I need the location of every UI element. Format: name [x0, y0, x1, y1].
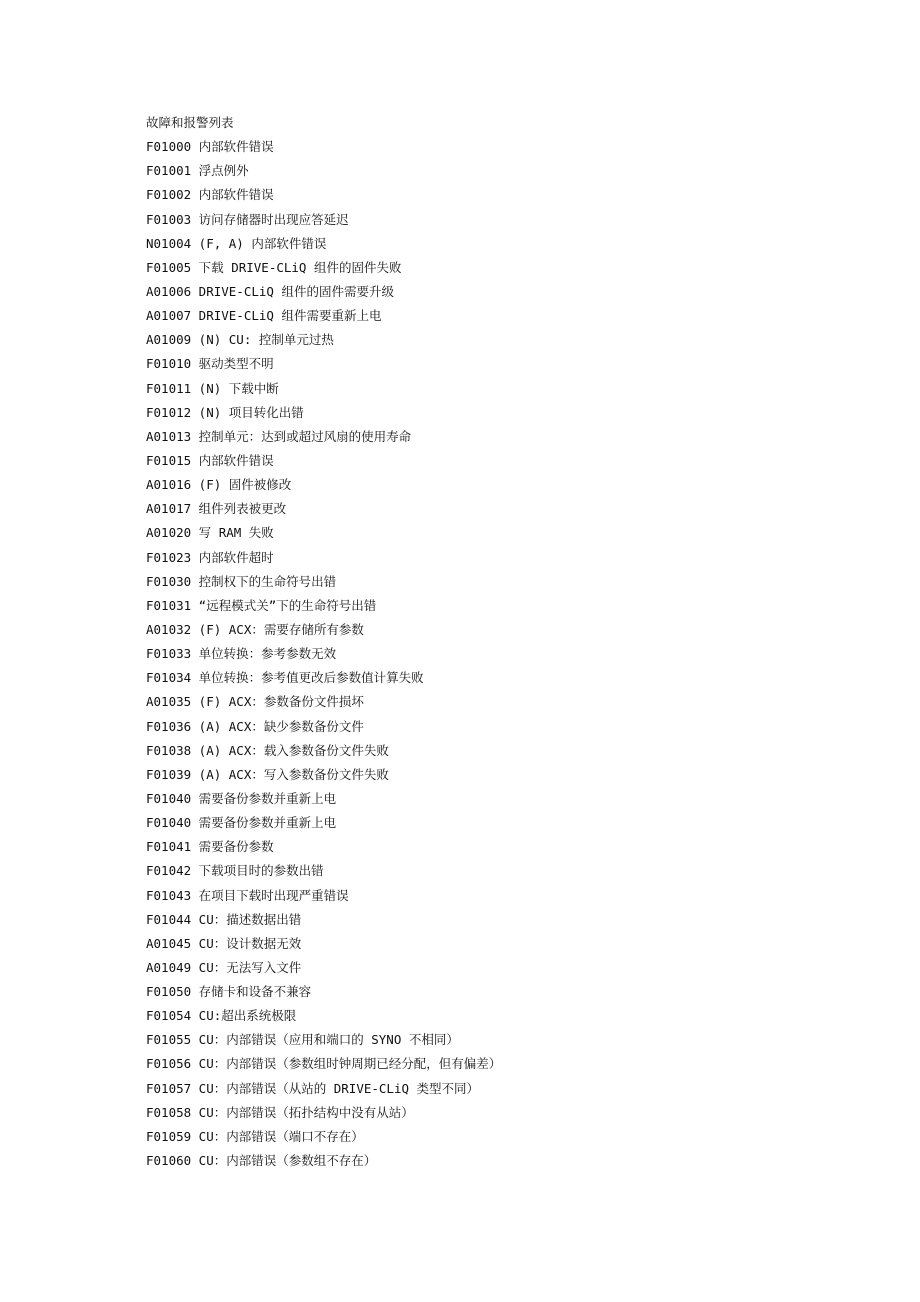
- list-item: F01005 下载 DRIVE-CLiQ 组件的固件失败: [146, 259, 402, 275]
- list-item: A01035 (F) ACX：参数备份文件损坏: [146, 694, 364, 710]
- list-item: F01056 CU：内部错误（参数组时钟周期已经分配，但有偏差）: [146, 1056, 502, 1072]
- list-item: F01038 (A) ACX：载入参数备份文件失败: [146, 742, 389, 758]
- list-item: F01043 在项目下载时出现严重错误: [146, 887, 349, 903]
- list-item: A01009 (N) CU: 控制单元过热: [146, 332, 334, 348]
- list-item: F01042 下载项目时的参数出错: [146, 863, 324, 879]
- list-item: F01059 CU：内部错误（端口不存在）: [146, 1128, 364, 1144]
- list-item: F01023 内部软件超时: [146, 549, 274, 565]
- list-item: F01034 单位转换：参考值更改后参数值计算失败: [146, 670, 424, 686]
- list-item: F01041 需要备份参数: [146, 839, 274, 855]
- list-item: F01003 访问存储器时出现应答延迟: [146, 211, 349, 227]
- list-item: F01057 CU：内部错误（从站的 DRIVE-CLiQ 类型不同）: [146, 1080, 480, 1096]
- list-item: A01032 (F) ACX：需要存储所有参数: [146, 621, 364, 637]
- list-item: A01013 控制单元：达到或超过风扇的使用寿命: [146, 428, 412, 444]
- list-item: F01050 存储卡和设备不兼容: [146, 984, 312, 1000]
- list-item: F01040 需要备份参数并重新上电: [146, 815, 337, 831]
- list-item: F01012 (N) 项目转化出错: [146, 404, 304, 420]
- list-item: F01054 CU:超出系统极限: [146, 1008, 297, 1024]
- fault-alarm-list: [146, 135, 886, 1173]
- list-item: F01036 (A) ACX：缺少参数备份文件: [146, 718, 364, 734]
- list-item: F01000 内部软件错误: [146, 139, 274, 155]
- list-item: A01007 DRIVE-CLiQ 组件需要重新上电: [146, 308, 382, 324]
- list-item: F01055 CU：内部错误（应用和端口的 SYNO 不相同）: [146, 1032, 459, 1048]
- list-item: F01044 CU：描述数据出错: [146, 911, 302, 927]
- list-item: F01002 内部软件错误: [146, 187, 274, 203]
- list-item: F01011 (N) 下载中断: [146, 380, 279, 396]
- list-item: A01006 DRIVE-CLiQ 组件的固件需要升级: [146, 283, 394, 299]
- list-item: A01045 CU：设计数据无效: [146, 935, 302, 951]
- list-item: F01058 CU：内部错误（拓扑结构中没有从站）: [146, 1104, 414, 1120]
- list-item: A01049 CU：无法写入文件: [146, 959, 302, 975]
- list-item: F01030 控制权下的生命符号出错: [146, 573, 337, 589]
- list-item: A01016 (F) 固件被修改: [146, 477, 292, 493]
- document-title: 故障和报警列表: [146, 115, 234, 130]
- list-item: F01040 需要备份参数并重新上电: [146, 790, 337, 806]
- list-item: F01031 “远程模式关”下的生命符号出错: [146, 597, 377, 613]
- list-item: F01033 单位转换：参考参数无效: [146, 646, 337, 662]
- list-item: F01060 CU：内部错误（参数组不存在）: [146, 1153, 377, 1169]
- list-item: A01020 写 RAM 失败: [146, 525, 274, 541]
- list-item: A01017 组件列表被更改: [146, 501, 287, 517]
- list-item: F01039 (A) ACX：写入参数备份文件失败: [146, 766, 389, 782]
- list-item: N01004 (F, A) 内部软件错误: [146, 235, 327, 251]
- list-item: F01001 浮点例外: [146, 163, 249, 179]
- list-item: F01015 内部软件错误: [146, 452, 274, 468]
- document-body: [146, 111, 886, 1173]
- list-item: F01010 驱动类型不明: [146, 356, 274, 372]
